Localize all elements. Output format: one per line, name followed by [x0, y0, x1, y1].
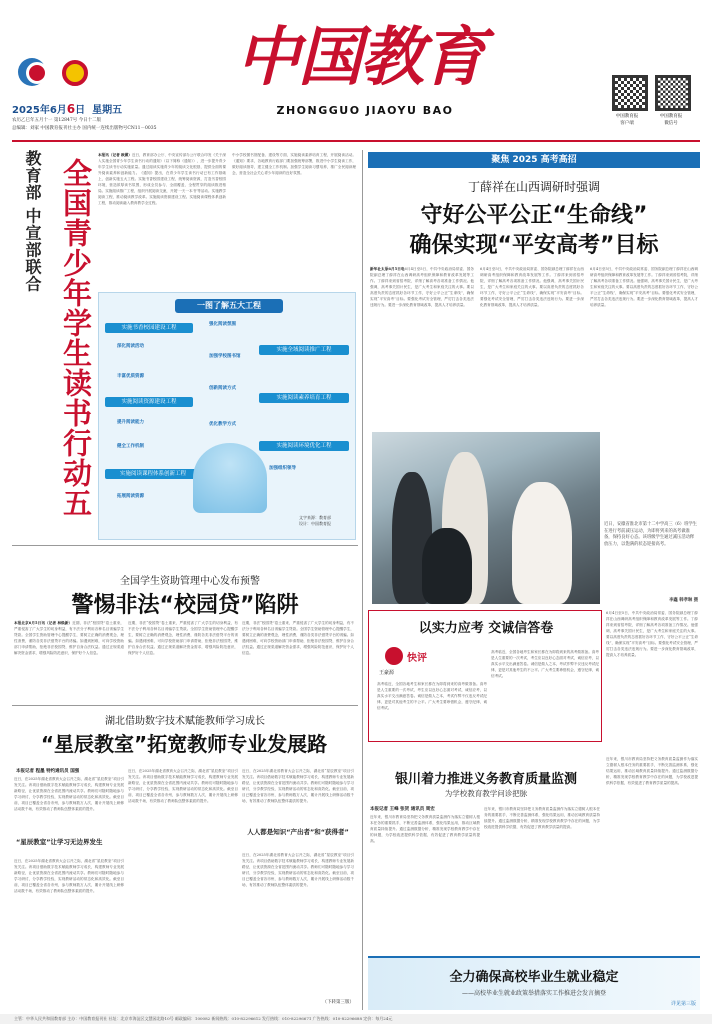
article5-col2 — [491, 649, 599, 737]
article4-title-2: 确保实现“平安高考”目标 — [409, 233, 659, 258]
article3-title: “星辰教室”拓宽教师专业发展路 — [40, 732, 328, 756]
article5-title: 以实力应考 交诚信答卷 — [418, 621, 554, 635]
article6-col1 — [370, 814, 480, 950]
article5-box — [368, 610, 602, 742]
article4-banner-text: 聚焦 2025 高考高招 — [491, 155, 577, 165]
masthead-title: 中国教育 — [236, 20, 484, 95]
infographic-item-4: 实施阅读素养培育工程 — [259, 393, 349, 403]
article2-col1 — [14, 620, 124, 690]
qr-code-app — [612, 75, 648, 111]
article1-byline: 本报讯（记者 欧媚） — [98, 153, 132, 157]
infographic-item-1: 实施书香校园建设工程 — [105, 323, 193, 333]
article4-banner — [368, 152, 700, 168]
article3-body-4: 近日，在2025年湖北省教育大会召开之际，湖北省“星辰教室”项目引发关注。该项目借助数字技术赋能教师学习成长，构建教师专业发展新路径，让优质资源在全省范围内流动共享。教师们可随时随地参与学习研讨，分享教学经验，实现教研活动的常态化和高效化。截至目前，项目已覆盖全省各市州，参与教师数万人次，累计开展线上研修活动数千场，有效推动了教师队伍整体素质的提升。 — [242, 769, 354, 803]
article5-body: 高考临近，全国各地考生和家长都在为即将到来的高考做准备。高考是人生重要的一次考试，考生应以良好心态面对考试，诚信应考，以真实水平交出满意答卷。诚信是做人之本，考试作弊不仅违反考试纪律，更是对其他考生的不公平。广大考生要珍惜机会，遵守纪律，诚信考试。 — [377, 682, 487, 710]
article4-byline: 新华社太原6月5日电 — [370, 267, 405, 271]
infographic-sub-2: 深化阅读活动 — [117, 344, 144, 349]
infographic-sub-10: 健全工作机制 — [117, 444, 144, 449]
article3-col3 — [242, 768, 354, 826]
issue-date: 2025年6月6日 星期五 — [12, 102, 123, 115]
infographic — [98, 292, 356, 540]
article3-sub2: 人人都是知识“产出者”和“获得者” — [247, 828, 349, 836]
article6-title: 银川着力推进义务教育质量监测 — [394, 772, 577, 786]
article3-body: 近日，在2025年湖北省教育大会召开之际，湖北省“星辰教室”项目引发关注。该项目借助数字技术赋能教师学习成长，构建教师专业发展新路径，让优质资源在全省范围内流动共享。教师们可随时随地参与学习研讨，分享教学经验，实现教研活动的常态化和高效化。截至目前，项目已覆盖全省各市州，参与教师数万人次，累计开展线上研修活动数千场，有效推动了教师队伍整体素质的提升。 — [14, 777, 124, 811]
article4-col2 — [480, 266, 584, 436]
article4-title-1: 守好公平公正“生命线” — [420, 203, 648, 228]
article3-continued: （下转第三版） — [322, 1000, 354, 1005]
infographic-sub-3: 加强学校图书馆 — [209, 354, 241, 359]
article2-byline: 本报北京6月5日讯（记者 林焕新） — [14, 621, 73, 625]
photo-credit: 李鑫 韩孝琳 摄 — [669, 598, 698, 603]
infographic-sub-9: 加强组织领导 — [269, 466, 296, 471]
bottom-banner-page-ref[interactable]: 详见第三版 — [670, 1001, 696, 1007]
article4-body: 6月4日至5日，中共中央政治局常委、国务院副总理丁薛祥在山西调研高考组织保障和教育改革发展等工作。丁薛祥来到省招考院，详细了解高考各项准备工作情况。他强调，高考事关国计民生，是广大考生和家庭关注的大事。要以高度负责的态度抓好各环节工作，守好公平公正“生命线”，确保实现“平安高考”目标。要强化考试安全管理，严厉打击各类违法违规行为。要进一步深化教育领域改革，提高人才培养质量。 — [370, 267, 474, 307]
qr-label-wechat: 中国教育报 微信号 — [659, 114, 683, 126]
bottom-banner — [368, 956, 700, 1010]
article2-col3 — [242, 620, 354, 690]
infographic-credit: 文字来源：教育部 设计：中国教育报 — [299, 515, 331, 526]
article6-body: 近年来，银川市教育局坚持把义务教育质量监测作为落实立德树人根本任务的重要抓手，不断完善监测体系，强化结果运用，推动区域教育质量持续提升。通过监测数据分析，精准发现学校教育教学中存在的问题，为学校改进提供科学依据，有效促进了教育教学质量的提高。 — [370, 815, 480, 843]
article2-body: 近期，非法“校园贷”卷土重来，严重侵害了广大学生的切身利益，有不法分子利用各种名目诱骗学生贷款。全国学生资助管理中心提醒学生，要树立正确的消费观念，理性消费，谨防各类非法借贷平台的诱骗。如遇到困难，可向学校资助部门申请帮助，拒绝非法校园贷，维护自身合法权益。通过正规渠道解决资金需求，增强风险防范意识，保护好个人信息。 — [14, 621, 124, 655]
article1-body-2: 中小学校图书馆配备、建设等方面，实施阅读素养培育工程，开展阅读活动。《通知》要求，各地教育行政部门要加强统筹部署，推进中小学生阅读工作，做好阅读指导，建立健全工作机制。加强学生阅读习惯培养，推广全民阅读理念，营造全社会关心青少年阅读的良好氛围。 — [232, 153, 356, 175]
article4-col3 — [590, 266, 698, 436]
article1-body: 近日，教育部办公厅、中央宣传部办公厅联合印发《关于深入实施全国青少年学生读书行动的通知》（以下简称《通知》），进一步提升青少年学生读书行动实施质量。通过阅读实施青少年的阅读文化根基，提供全面的课外阅读素养和创新能力。《通知》提出，在青少年学生读书行动已有工作基础上，创新实施五大工程。实施书香校园建设工程，统筹阅读资源，打造书香校园环境，营造浓厚读书氛围，形成全员参与、全面覆盖、全程贯穿的阅读推进格局。实施阅读推广工程，组织开展阅读交流，开展'一天一本书'等活动。实施教学阅读工程，推动阅读教学改革。实施阅读资源建设工程。实施阅读课程体系创新工程，推动阅读融入教育教学全过程。 — [98, 153, 226, 205]
article3-body-3: 近日，在2025年湖北省教育大会召开之际，湖北省“星辰教室”项目引发关注。该项目借助数字技术赋能教师学习成长，构建教师专业发展新路径，让优质资源在全省范围内流动共享。教师们可随时随地参与学习研讨，分享教学经验，实现教研活动的常态化和高效化。截至目前，项目已覆盖全省各市州，参与教师数万人次，累计开展线上研修活动数千场，有效推动了教师队伍整体素质的提升。 — [128, 769, 238, 803]
divider-2 — [12, 705, 358, 706]
article4-body-4: 6月4日至5日，中共中央政治局常委、国务院副总理丁薛祥在山西调研高考组织保障和教育改革发展等工作。丁薛祥来到省招考院，详细了解高考各项准备工作情况。他强调，高考事关国计民生，是广大考生和家庭关注的大事。要以高度负责的态度抓好各环节工作，守好公平公正“生命线”，确保实现“平安高考”目标。要强化考试安全管理，严厉打击各类违法违规行为。要进一步深化教育领域改革，提高人才培养质量。 — [606, 611, 698, 657]
infographic-sub-5: 创新阅读方式 — [209, 386, 236, 391]
article2-kicker: 全国学生资助管理中心发布预警 — [120, 576, 260, 586]
article3-kicker: 湖北借助数字技术赋能教师学习成长 — [105, 716, 265, 726]
article3-sub1: “星辰教室”让学习无边界发生 — [16, 838, 103, 846]
issue-editor: 总编辑：刘家 中国教育报刊社主办 国内统一连续出版物号CN11－0035 — [12, 126, 157, 131]
infographic-item-6: 实施阅读环境优化工程 — [259, 441, 349, 451]
photo-person-3 — [512, 482, 572, 604]
infographic-title: 一图了解五大工程 — [175, 299, 283, 313]
article3-col1 — [14, 776, 124, 836]
masthead-rule — [12, 140, 700, 142]
infographic-book-graphic — [193, 443, 267, 513]
issue-lunar: 农历乙巳年五月十一 第12847号 今日十二版 — [12, 118, 102, 123]
newspaper-logo-emblem-3 — [62, 60, 88, 86]
article6-subtitle: 为学校教育教学问诊把脉 — [444, 789, 528, 798]
article6-col2 — [484, 806, 600, 950]
article6-col3 — [606, 756, 698, 950]
photo-caption: 近日，安徽省淮北市第十二中学高三（6）班学生在进行考前减压运动，为即将到来的高考做准备，保持良好心态。该班级学生通过减压活动释放压力，以饱满的状态迎接高考。 — [604, 522, 697, 547]
article1-col1 — [98, 152, 226, 292]
infographic-sub-12: 拓展阅读资源 — [117, 494, 144, 499]
article4-kicker: 丁薛祥在山西调研时强调 — [467, 180, 600, 194]
students-photo — [372, 432, 600, 604]
infographic-item-5: 实施阅读课程体系创新工程 — [105, 469, 201, 479]
article1-title: 全国青少年学生读书行动五 — [59, 158, 93, 518]
article3-byline: 本报记者 程墨 特约通讯员 国强 — [16, 769, 80, 774]
divider-1 — [12, 545, 358, 546]
article6-byline: 本报记者 王峰 张贺 通讯员 周宏 — [370, 807, 435, 812]
article3-body-5: 近日，在2025年湖北省教育大会召开之际，湖北省“星辰教室”项目引发关注。该项目借助数字技术赋能教师学习成长，构建教师专业发展新路径，让优质资源在全省范围内流动共享。教师们可随时随地参与学习研讨，分享教学经验，实现教研活动的常态化和高效化。截至目前，项目已覆盖全省各市州，参与教师数万人次，累计开展线上研修活动数千场，有效推动了教师队伍整体素质的提升。 — [242, 853, 354, 887]
qr-code-wechat — [655, 75, 691, 111]
quick-review-icon — [385, 647, 403, 665]
article4-body-2: 6月4日至5日，中共中央政治局常委、国务院副总理丁薛祥在山西调研高考组织保障和教育改革发展等工作。丁薛祥来到省招考院，详细了解高考各项准备工作情况。他强调，高考事关国计民生，是广大考生和家庭关注的大事。要以高度负责的态度抓好各环节工作，守好公平公正“生命线”，确保实现“平安高考”目标。要强化考试安全管理，严厉打击各类违法违规行为。要进一步深化教育领域改革，提高人才培养质量。 — [480, 267, 584, 307]
infographic-sub-4: 丰富优质资源 — [117, 374, 144, 379]
article3-body-2: 近日，在2025年湖北省教育大会召开之际，湖北省“星辰教室”项目引发关注。该项目借助数字技术赋能教师学习成长，构建教师专业发展新路径，让优质资源在全省范围内流动共享。教师们可随时随地参与学习研讨，分享教学经验，实现教研活动的常态化和高效化。截至目前，项目已覆盖全省各市州，参与教师数万人次，累计开展线上研修活动数千场，有效推动了教师队伍整体素质的提升。 — [14, 859, 124, 893]
article3-col2 — [128, 768, 238, 1006]
infographic-sub-6: 提升阅读能力 — [117, 420, 144, 425]
article1-col2 — [232, 152, 356, 292]
bottom-banner-subtitle: ——高校毕业生就业政策举措落实工作推进会发言摘登 — [461, 990, 606, 997]
masthead-pinyin: ZHONGGUO JIAOYU BAO — [276, 104, 454, 117]
article5-body-2: 高考临近，全国各地考生和家长都在为即将到来的高考做准备。高考是人生重要的一次考试，考生应以良好心态面对考试，诚信应考，以真实水平交出满意答卷。诚信是做人之本，考试作弊不仅违反考试纪律，更是对其他考生的不公平。广大考生要珍惜机会，遵守纪律，诚信考试。 — [491, 650, 599, 678]
article2-title: 警惕非法“校园贷”陷阱 — [71, 593, 299, 618]
article2-body-2: 近期，非法“校园贷”卷土重来，严重侵害了广大学生的切身利益，有不法分子利用各种名目诱骗学生贷款。全国学生资助管理中心提醒学生，要树立正确的消费观念，理性消费，谨防各类非法借贷平台的诱骗。如遇到困难，可向学校资助部门申请帮助，拒绝非法校园贷，维护自身合法权益。通过正规渠道解决资金需求，增强风险防范意识，保护好个人信息。 — [128, 621, 238, 655]
article3-col3b — [242, 852, 354, 998]
infographic-sub-1: 强化阅读氛围 — [209, 322, 236, 327]
article5-column-label: 快评 — [407, 653, 427, 663]
masthead — [0, 0, 712, 150]
article5-author: 王豪源 — [379, 670, 395, 676]
article2-body-3: 近期，非法“校园贷”卷土重来，严重侵害了广大学生的切身利益，有不法分子利用各种名目诱骗学生贷款。全国学生资助管理中心提醒学生，要树立正确的消费观念，理性消费，谨防各类非法借贷平台的诱骗。如遇到困难，可向学校资助部门申请帮助，拒绝非法校园贷，维护自身合法权益。通过正规渠道解决资金需求，增强风险防范意识，保护好个人信息。 — [242, 621, 354, 655]
article6-body-2: 近年来，银川市教育局坚持把义务教育质量监测作为落实立德树人根本任务的重要抓手，不断完善监测体系，强化结果运用，推动区域教育质量持续提升。通过监测数据分析，精准发现学校教育教学中存在的问题，为学校改进提供科学依据，有效促进了教育教学质量的提高。 — [484, 807, 600, 829]
column-divider — [362, 150, 363, 1010]
bottom-banner-title: 全力确保高校毕业生就业稳定 — [449, 970, 619, 984]
article4-col1 — [370, 266, 474, 436]
newspaper-logo-emblem-2 — [26, 62, 48, 84]
qr-label-app: 中国教育报 客户端 — [615, 114, 639, 126]
footer: 主管：中华人民共和国教育部 主办：中国教育报刊社 社址：北京市海淀区文慧园北路10号 邮政编码：100082 新闻热线：010-82296612 发行热线：010-82296671 广告热线：010-82296688 定价：每月24元 — [0, 1014, 712, 1024]
article4-col4 — [606, 610, 698, 742]
article5-col1 — [377, 681, 487, 737]
infographic-sub-7: 优化教学方式 — [209, 422, 236, 427]
infographic-item-3: 实施阅读资源建设工程 — [105, 397, 193, 407]
article1-subtitle: 教育部 中宣部联合 — [23, 150, 42, 293]
article4-body-3: 6月4日至5日，中共中央政治局常委、国务院副总理丁薛祥在山西调研高考组织保障和教育改革发展等工作。丁薛祥来到省招考院，详细了解高考各项准备工作情况。他强调，高考事关国计民生，是广大考生和家庭关注的大事。要以高度负责的态度抓好各环节工作，守好公平公正“生命线”，确保实现“平安高考”目标。要强化考试安全管理，严厉打击各类违法违规行为。要进一步深化教育领域改革，提高人才培养质量。 — [590, 267, 698, 307]
article6-body-3: 近年来，银川市教育局坚持把义务教育质量监测作为落实立德树人根本任务的重要抓手，不断完善监测体系，强化结果运用，推动区域教育质量持续提升。通过监测数据分析，精准发现学校教育教学中存在的问题，为学校改进提供科学依据，有效促进了教育教学质量的提高。 — [606, 757, 698, 785]
article2-col2 — [128, 620, 238, 690]
infographic-item-2: 实施全域阅读推广工程 — [259, 345, 349, 355]
article3-col1b — [14, 858, 124, 1006]
photo-person-4 — [422, 528, 472, 604]
